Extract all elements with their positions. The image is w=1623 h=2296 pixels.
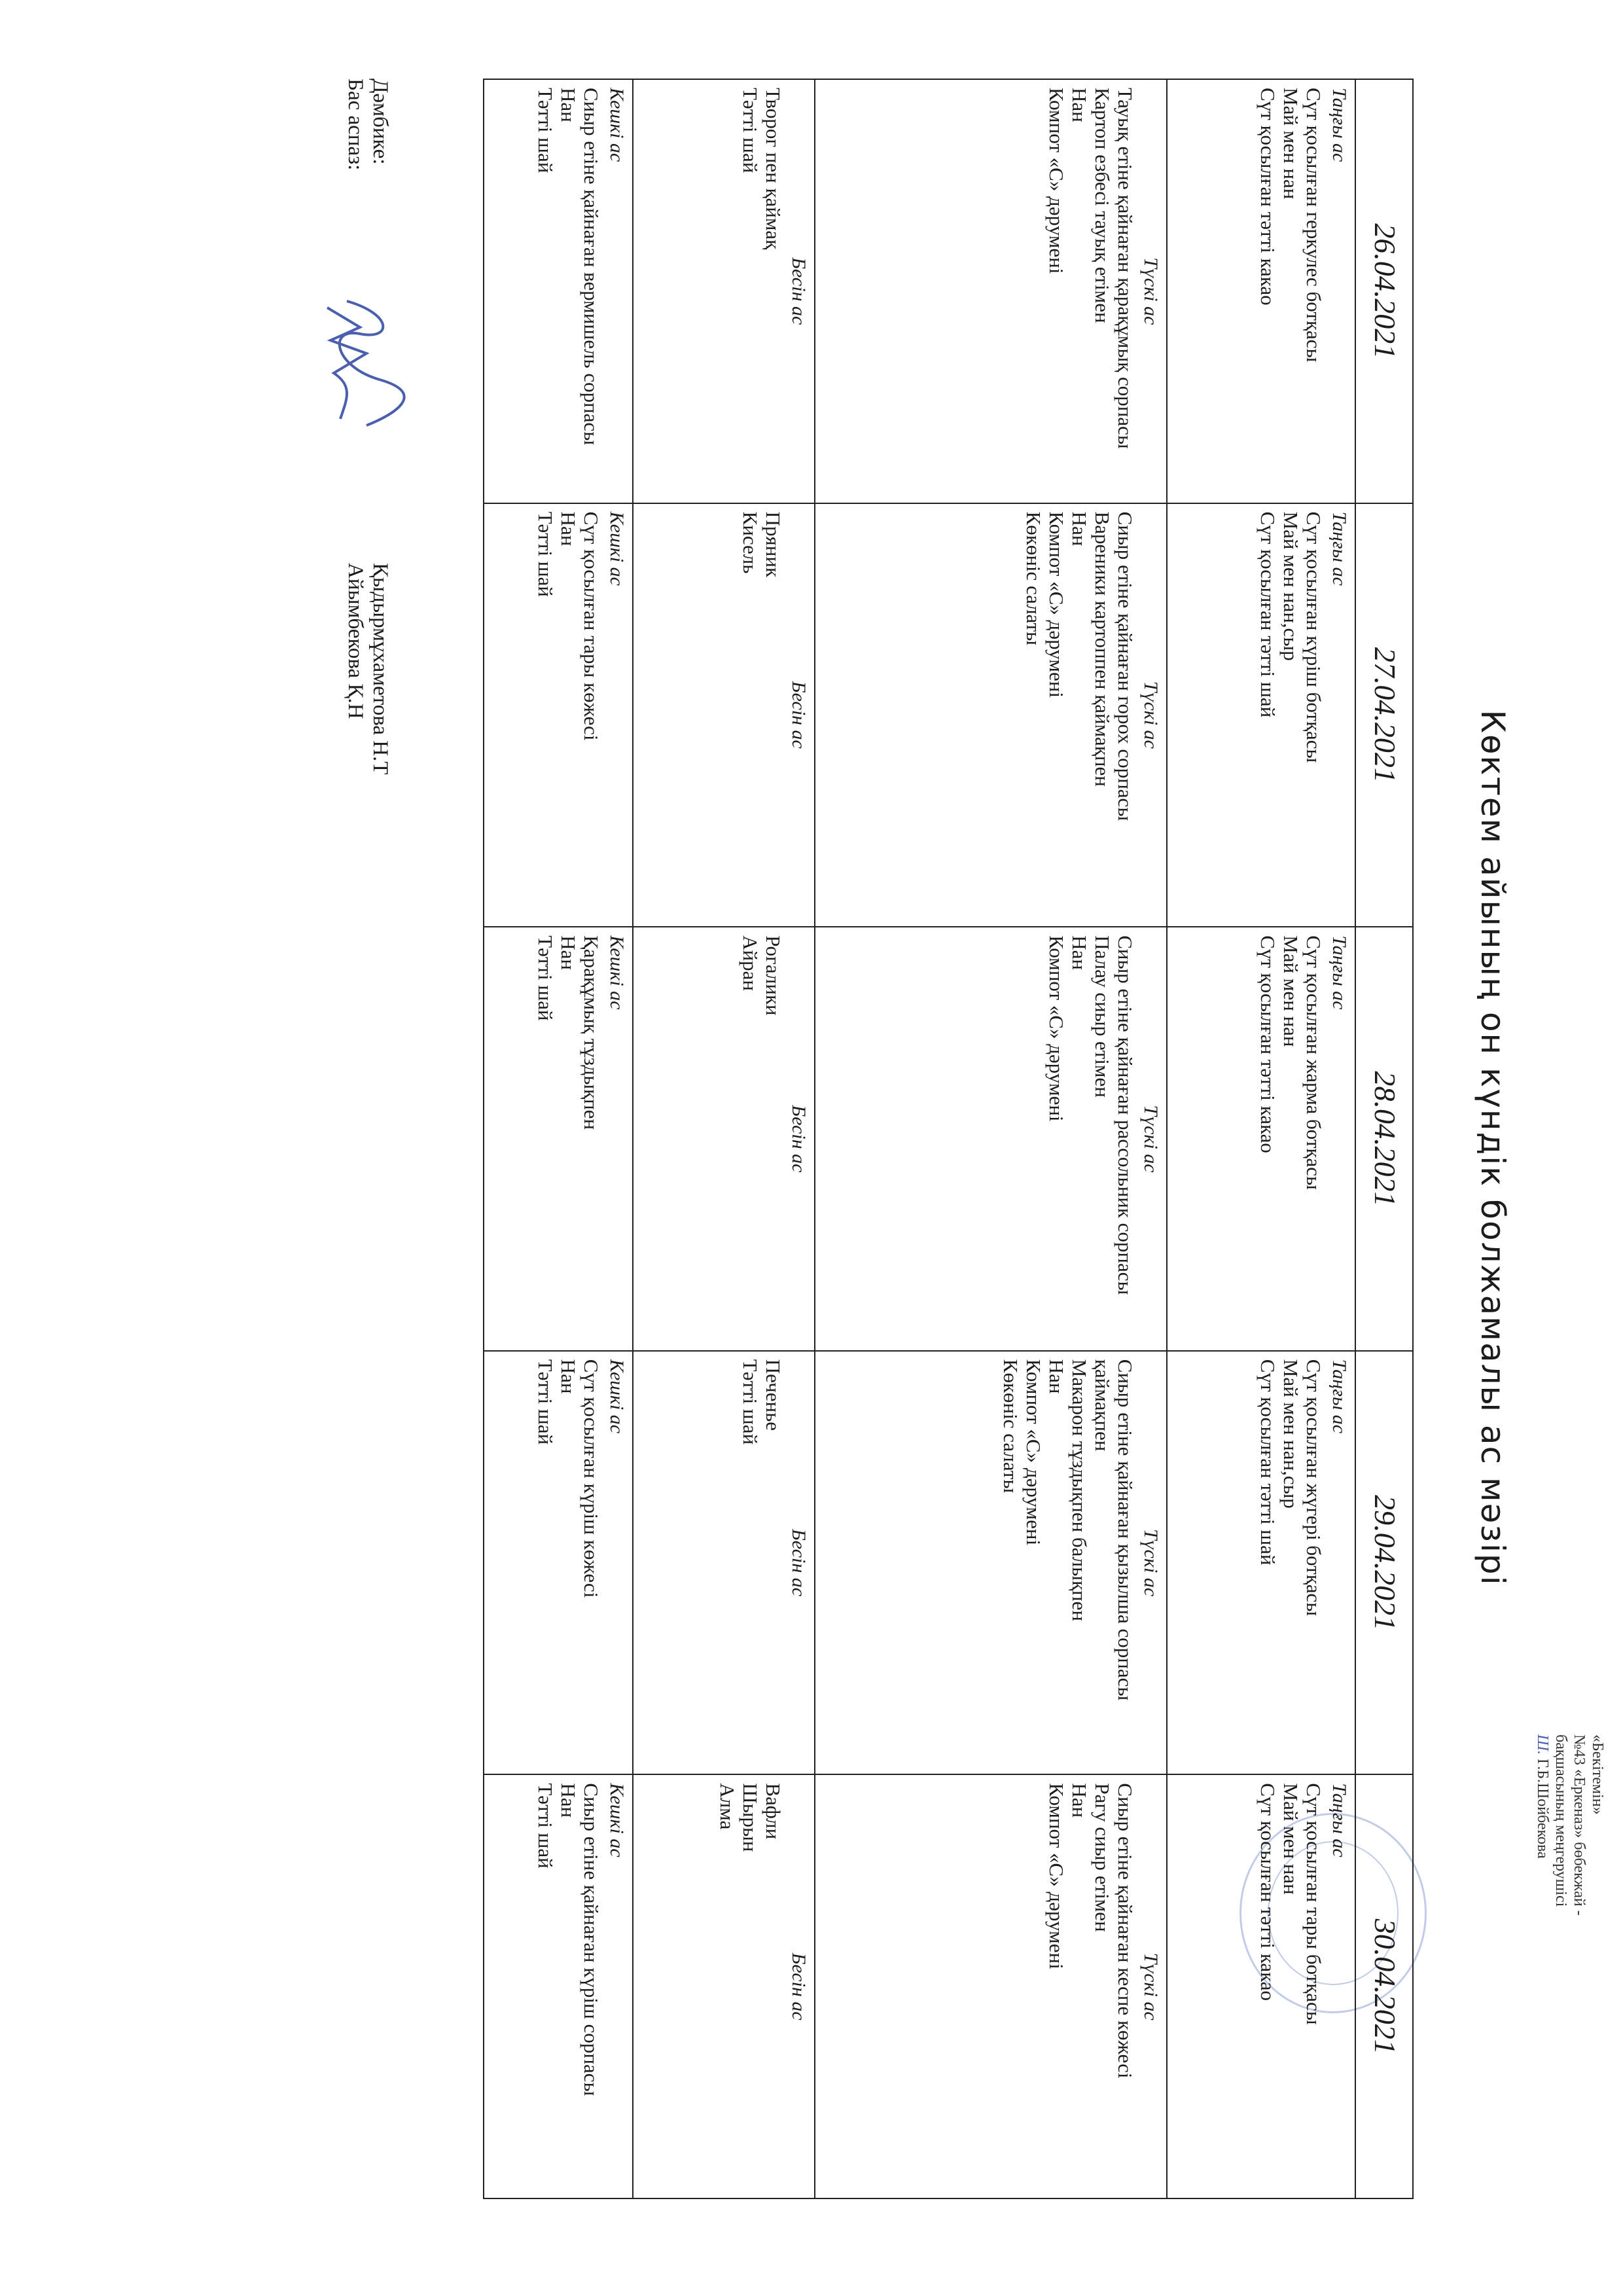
meal-label: Түскі ас (1140, 681, 1162, 749)
menu-item: Сүт қосылған күріш ботқасы (1302, 511, 1325, 763)
breakfast-cell (1167, 79, 1355, 503)
menu-item: Май мен нан (1279, 935, 1302, 1047)
signature-name: Қыдырмұхаметова Н.Т (368, 563, 392, 775)
approval-block (1533, 1734, 1607, 1916)
meal-label: Таңғы ас (1329, 935, 1350, 1010)
menu-item: Печенье (762, 1359, 785, 1431)
menu-item: Сүт қосылған тәтті какао (1257, 88, 1279, 306)
meal-label: Түскі ас (1140, 257, 1162, 325)
menu-item: Нан (557, 1783, 580, 1818)
signature-row (368, 79, 393, 775)
lunch-cell (815, 79, 1167, 503)
menu-item: Макарон тұздықпен балықпен (1068, 1359, 1091, 1621)
lunch-cell (815, 927, 1167, 1351)
meal-label: Бесін ас (788, 1105, 810, 1173)
supper-cell (484, 1774, 633, 2198)
menu-item: Сиыр етіне қайнаған рассольник сорпасы (1114, 935, 1137, 1295)
approval-line: Г.Б.Шойбекова (1534, 1759, 1551, 1859)
menu-item: Нан (557, 88, 580, 122)
menu-item: Компот «С» дәрумені (1045, 935, 1068, 1122)
menu-item: Сиыр етіне қайнаған қызылша сорпасы қаймақпен (1091, 1359, 1137, 1706)
menu-item: Нан (557, 1359, 580, 1394)
menu-item: Нан (1068, 88, 1091, 122)
meal-label: Бесін ас (788, 681, 810, 749)
breakfast-row (1167, 79, 1355, 2198)
meal-label: Кешкі ас (606, 935, 628, 1010)
meal-label: Бесін ас (788, 257, 810, 325)
meal-label: Бесін ас (788, 1952, 810, 2020)
menu-item: Нан (1045, 1359, 1068, 1394)
menu-item: Май мен нан (1279, 1783, 1302, 1895)
menu-item: Сүт қосылған тәтті шай (1257, 511, 1279, 718)
menu-item: Творог пен қаймақ (762, 88, 785, 250)
meal-label: Кешкі ас (606, 88, 628, 162)
approval-line: бақшасының меңгерушісі (1552, 1734, 1569, 1907)
snack-row (633, 79, 815, 2198)
date-row (1355, 79, 1413, 2198)
date-cell: 26.04.2021 (1355, 79, 1413, 503)
menu-item: Айран (739, 935, 762, 992)
menu-item: Сиыр етіне қайнаған күріш сорпасы (580, 1783, 603, 2096)
supper-cell (484, 79, 633, 503)
lunch-cell (815, 1351, 1167, 1775)
menu-item: Тәтті шай (534, 935, 557, 1021)
menu-item: Сүт қосылған жарма ботқасы (1302, 935, 1325, 1190)
snack-cell (633, 1351, 815, 1775)
menu-item: Кисель (739, 511, 762, 574)
menu-item: Сиыр етіне қайнаған кеспе көжесі (1114, 1783, 1137, 2079)
menu-item: Рагу сиыр етімен (1091, 1783, 1114, 1932)
meal-label: Таңғы ас (1329, 1359, 1350, 1434)
signature-role: Бас аспаз: (344, 79, 367, 171)
page-title: Көктем айының он күндік болжамалы ас мәзірі (1474, 709, 1512, 1587)
menu-item: Вафли (762, 1783, 785, 1840)
menu-item: Тәтті шай (534, 1359, 557, 1445)
supper-cell (484, 927, 633, 1351)
supper-cell (484, 503, 633, 927)
meal-label: Түскі ас (1140, 1105, 1162, 1173)
menu-item: Сиыр етіне қайнаған вермишель сорпасы (580, 88, 603, 446)
menu-item: Май мен нан,сыр (1279, 511, 1302, 661)
menu-item: Тәтті шай (739, 1359, 762, 1445)
lunch-cell (815, 1774, 1167, 2198)
signature-name: Айымбекова Қ.Н (344, 563, 367, 719)
snack-cell (633, 503, 815, 927)
meal-label: Бесін ас (788, 1529, 810, 1597)
menu-item: Алма (716, 1783, 739, 1830)
menu-item: Көкөніс салаты (999, 1359, 1022, 1494)
menu-item: Қарақұмық тұздықпен (580, 935, 603, 1130)
meal-label: Түскі ас (1140, 1952, 1162, 2020)
menu-item: Шырын (739, 1783, 762, 1852)
snack-cell (633, 1774, 815, 2198)
menu-item: Тәтті шай (534, 1783, 557, 1869)
menu-item: Компот «С» дәрумені (1045, 1783, 1068, 1969)
menu-item: Сүт қосылған геркулес ботқасы (1302, 88, 1325, 363)
menu-table (483, 79, 1414, 2199)
breakfast-cell (1167, 1774, 1355, 2198)
menu-item: Нан (1068, 511, 1091, 547)
meal-label: Кешкі ас (606, 1359, 628, 1434)
menu-item: Пряник (762, 511, 785, 577)
breakfast-cell (1167, 1351, 1355, 1775)
breakfast-cell (1167, 503, 1355, 927)
menu-item: Рогалики (762, 935, 785, 1016)
menu-item: Нан (557, 511, 580, 547)
menu-item: Көкөніс салаты (1022, 511, 1045, 646)
supper-row (484, 79, 633, 2198)
menu-item: Вареники картоппен қаймақпен (1091, 511, 1114, 787)
date-cell: 30.04.2021 (1355, 1774, 1413, 2198)
date-cell: 29.04.2021 (1355, 1351, 1413, 1775)
menu-item: Сүт қосылған тәтті какао (1257, 935, 1279, 1153)
menu-item: Сүт қосылған тары көжесі (580, 511, 603, 741)
lunch-row (815, 79, 1167, 2198)
menu-item: Картоп езбесі тауық етімен (1091, 88, 1114, 323)
meal-label: Түскі ас (1140, 1528, 1162, 1597)
menu-item: Тәтті шай (739, 88, 762, 173)
meal-label: Таңғы ас (1329, 88, 1350, 162)
menu-item: Сүт қосылған тәтті какао (1257, 1783, 1279, 2001)
menu-item: Сүт қосылған тәтті шай (1257, 1359, 1279, 1566)
approval-line: №43 «Еркеназ» бөбекжай - (1571, 1734, 1588, 1916)
meal-label: Кешкі ас (606, 511, 628, 586)
menu-item: Тәтті шай (534, 88, 557, 173)
meal-label: Таңғы ас (1329, 511, 1350, 586)
supper-cell (484, 1351, 633, 1775)
menu-item: Компот «С» дәрумені (1045, 88, 1068, 274)
menu-item: Май мен нан,сыр (1279, 1359, 1302, 1509)
menu-item: Май мен нан (1279, 88, 1302, 200)
date-cell: 28.04.2021 (1355, 927, 1413, 1351)
signature-role: Дәмбике: (368, 79, 392, 165)
date-cell: 27.04.2021 (1355, 503, 1413, 927)
menu-item: Нан (1068, 1783, 1091, 1818)
meal-label: Таңғы ас (1329, 1783, 1350, 1857)
approval-signature: Ш. (1534, 1734, 1551, 1755)
meal-label: Кешкі ас (606, 1783, 628, 1857)
menu-item: Сүт қосылған күріш көжесі (580, 1359, 603, 1598)
menu-item: Сүт қосылған тары ботқасы (1302, 1783, 1325, 2025)
menu-item: Сиыр етіне қайнаған горох сорпасы (1114, 511, 1137, 821)
menu-item: Тауық етіне қайнаған қарақұмық сорпасы (1114, 88, 1137, 449)
signature-row (343, 79, 368, 775)
menu-item: Палау сиыр етімен (1091, 935, 1114, 1098)
breakfast-cell (1167, 927, 1355, 1351)
menu-item: Нан (557, 935, 580, 970)
approval-line: «Бекітемін» (1589, 1734, 1606, 1815)
snack-cell (633, 927, 815, 1351)
menu-item: Сүт қосылған жүгері ботқасы (1302, 1359, 1325, 1617)
menu-item: Тәтті шай (534, 511, 557, 597)
snack-cell (633, 79, 815, 503)
menu-item: Компот «С» дәрумені (1022, 1359, 1045, 1546)
menu-item: Нан (1068, 935, 1091, 970)
signature-block (343, 79, 393, 775)
menu-item: Компот «С» дәрумені (1045, 511, 1068, 698)
lunch-cell (815, 503, 1167, 927)
